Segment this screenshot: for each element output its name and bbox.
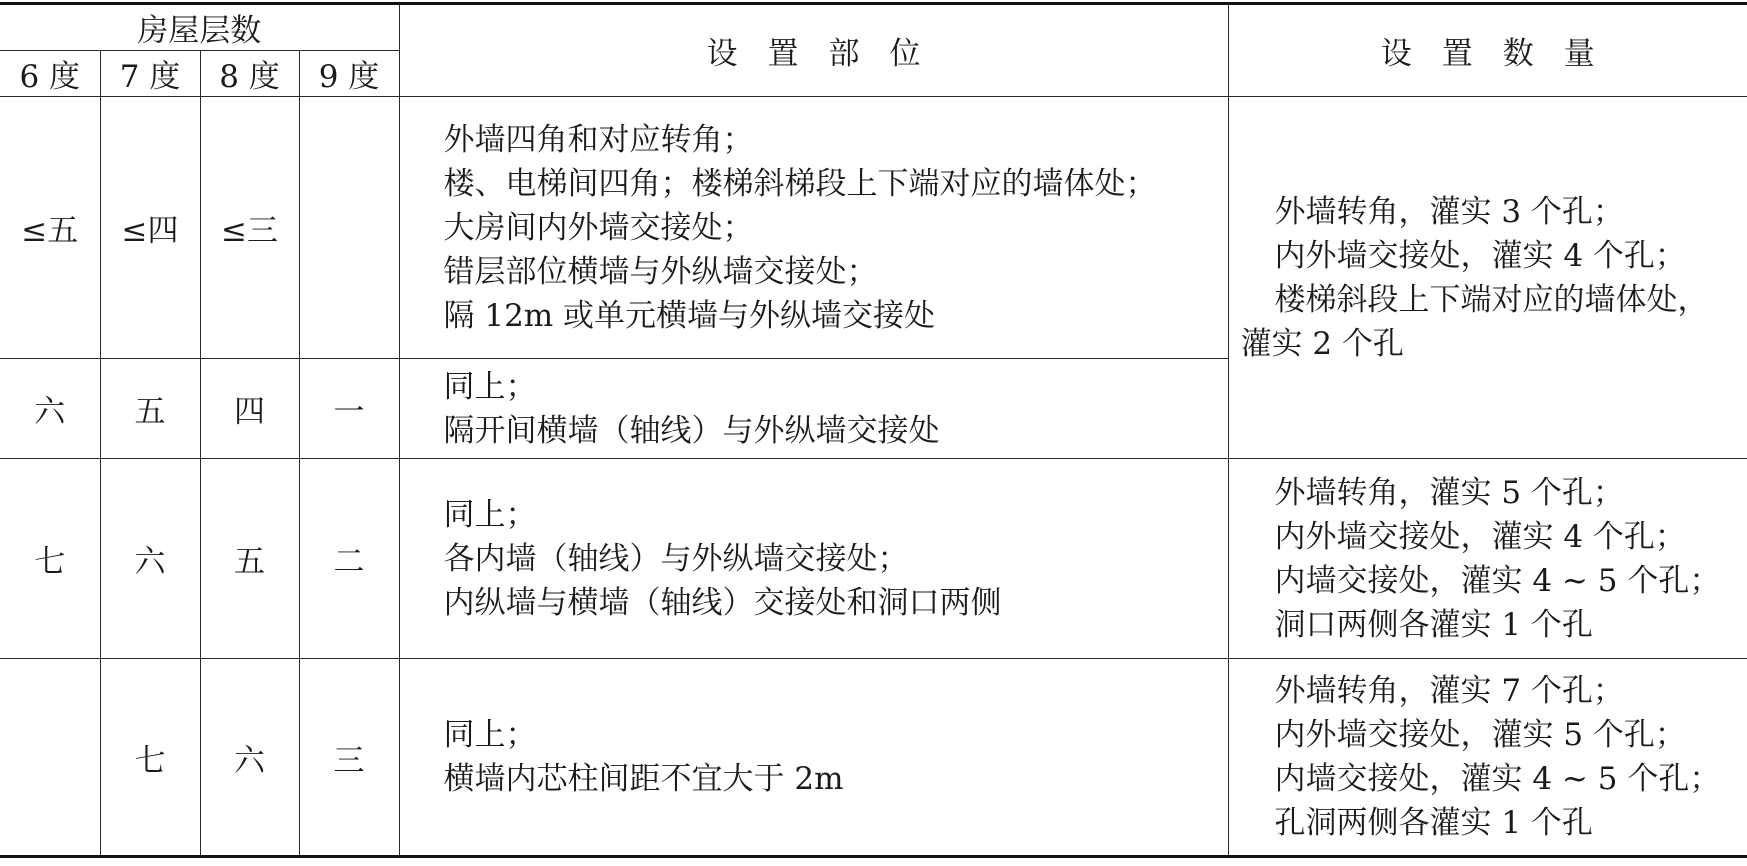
- location-line: 大房间内外墙交接处；: [443, 209, 754, 246]
- floors-6deg: 六: [0, 359, 100, 459]
- floors-9deg: 三: [299, 659, 399, 857]
- degree-6-header: 6 度: [0, 51, 100, 97]
- location-cell: [399, 659, 1228, 857]
- location-cell: [399, 359, 1228, 459]
- floors-9deg: 二: [299, 459, 399, 659]
- location-cell: [399, 97, 1228, 359]
- count-line: 洞口两侧各灌实 1 个孔: [1274, 606, 1593, 643]
- floors-7deg: 六: [100, 459, 200, 659]
- floors-6deg: 七: [0, 459, 100, 659]
- count-line: 内外墙交接处，灌实 4 个孔；: [1274, 518, 1686, 555]
- location-line: 外墙四角和对应转角；: [443, 121, 754, 158]
- degree-8-header: 8 度: [200, 51, 299, 97]
- floors-8deg: 五: [200, 459, 299, 659]
- location-cell: [399, 459, 1228, 659]
- floors-7deg: ≤四: [100, 97, 200, 359]
- floors-9deg: [299, 97, 399, 359]
- count-line: 外墙转角，灌实 5 个孔；: [1274, 474, 1624, 511]
- floors-9deg: 一: [299, 359, 399, 459]
- floors-8deg: 四: [200, 359, 299, 459]
- count-cell: [1228, 459, 1747, 659]
- table-row: [0, 659, 1747, 857]
- count-header: 设置数量: [1228, 4, 1747, 97]
- floors-6deg: ≤五: [0, 97, 100, 359]
- count-line: 楼梯斜段上下端对应的墙体处，: [1274, 281, 1709, 318]
- location-line: 各内墙（轴线）与外纵墙交接处；: [443, 540, 909, 577]
- location-header: 设置部位: [399, 4, 1228, 97]
- floors-7deg: 七: [100, 659, 200, 857]
- count-line: 内外墙交接处，灌实 5 个孔；: [1274, 717, 1686, 753]
- location-line: 楼、电梯间四角；楼梯斜梯段上下端对应的墙体处；: [443, 165, 1157, 202]
- table-row: [0, 97, 1747, 359]
- count-line: 灌实 2 个孔: [1240, 325, 1404, 362]
- location-line: 同上；: [443, 496, 537, 533]
- location-line: 错层部位横墙与外纵墙交接处；: [443, 253, 878, 290]
- floors-7deg: 五: [100, 359, 200, 459]
- degree-7-header: 7 度: [100, 51, 200, 97]
- count-cell: [1228, 659, 1747, 857]
- count-line: 外墙转角，灌实 3 个孔；: [1274, 193, 1624, 230]
- count-line: 外墙转角，灌实 7 个孔；: [1274, 673, 1624, 709]
- location-line: 同上；: [443, 368, 537, 405]
- count-line: 内墙交接处，灌实 4 ~ 5 个孔；: [1274, 761, 1721, 797]
- floors-6deg: [0, 659, 100, 857]
- location-line: 隔开间横墙（轴线）与外纵墙交接处: [443, 412, 940, 449]
- header-row-1: [0, 4, 1747, 51]
- degree-9-header: 9 度: [299, 51, 399, 97]
- floors-header: 房屋层数: [0, 4, 399, 51]
- location-line: 横墙内芯柱间距不宜大于 2m: [443, 761, 844, 797]
- floors-8deg: ≤三: [200, 97, 299, 359]
- core-column-table: [0, 2, 1747, 858]
- table-row: [0, 459, 1747, 659]
- count-line: 内外墙交接处，灌实 4 个孔；: [1274, 237, 1686, 274]
- count-line: 内墙交接处，灌实 4 ~ 5 个孔；: [1274, 562, 1721, 599]
- location-line: 同上；: [443, 717, 537, 753]
- location-line: 隔 12m 或单元横墙与外纵墙交接处: [443, 297, 936, 334]
- location-line: 内纵墙与横墙（轴线）交接处和洞口两侧: [443, 584, 1002, 621]
- count-cell: [1228, 97, 1747, 459]
- count-line: 孔洞两侧各灌实 1 个孔: [1274, 805, 1593, 841]
- floors-8deg: 六: [200, 659, 299, 857]
